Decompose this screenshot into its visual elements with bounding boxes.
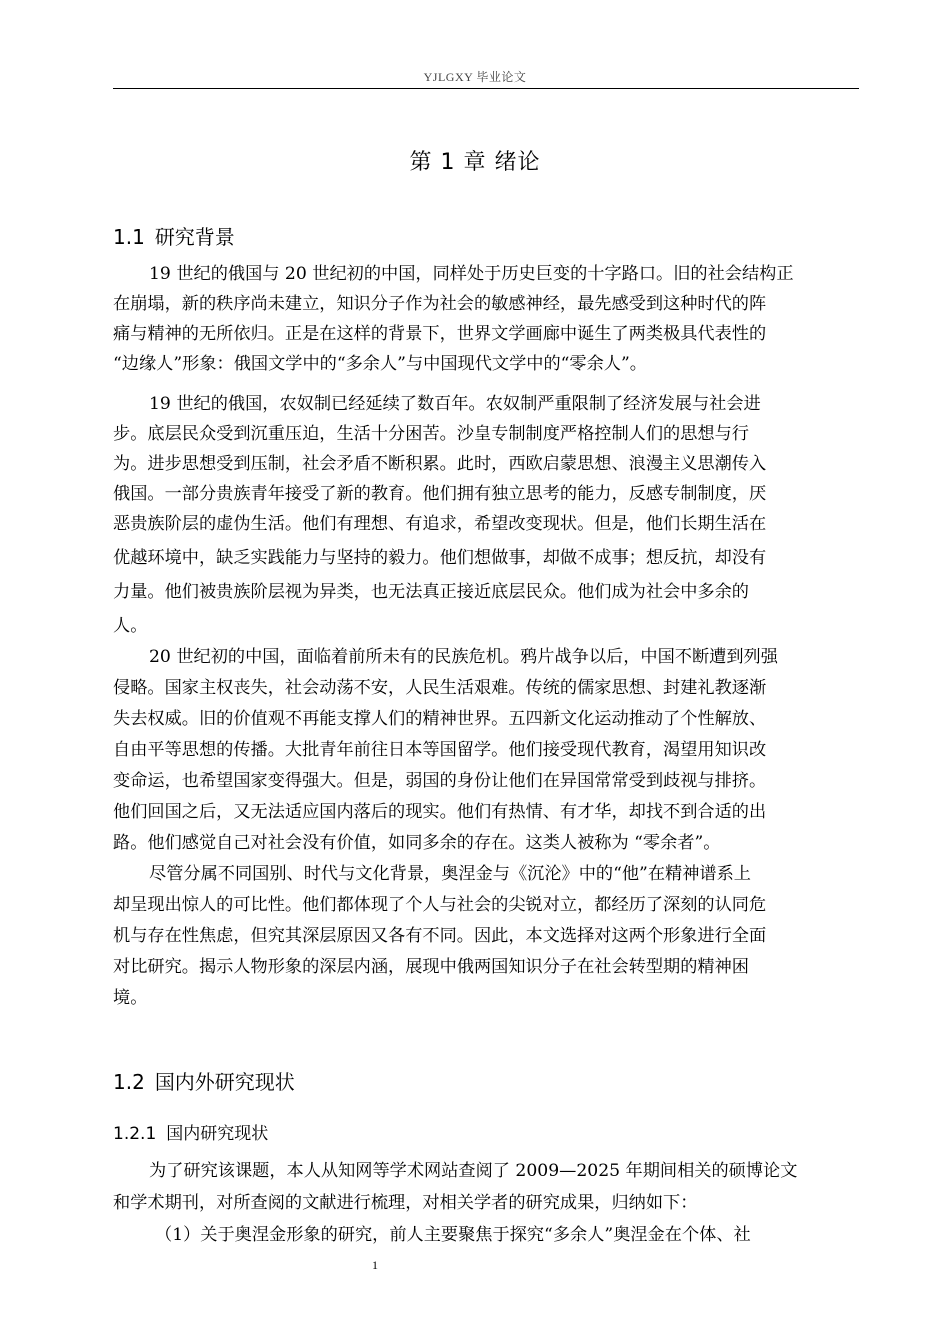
section-heading-1-2 xyxy=(113,1066,295,1095)
paragraph-line: 19 世纪的俄国与 20 世纪初的中国，同样处于历史巨变的十字路口。旧的社会结构正 xyxy=(149,264,794,284)
section-number: 1.2 xyxy=(113,1070,145,1094)
paragraph-line: 对比研究。揭示人物形象的深层内涵，展现中俄两国知识分子在社会转型期的精神困 xyxy=(113,957,749,977)
paragraph-line: 在崩塌，新的秩序尚未建立，知识分子作为社会的敏感神经，最先感受到这种时代的阵 xyxy=(113,294,767,314)
section-title: 研究背景 xyxy=(154,225,235,249)
paragraph-line: “边缘人”形象：俄国文学中的“多余人”与中国现代文学中的“零余人”。 xyxy=(113,354,647,374)
paragraph-line: 自由平等思想的传播。大批青年前往日本等国留学。他们接受现代教育，渴望用知识改 xyxy=(113,740,767,760)
section-title: 国内外研究现状 xyxy=(154,1070,295,1094)
header-rule xyxy=(113,88,859,89)
paragraph-line: 步。底层民众受到沉重压迫，生活十分困苦。沙皇专制制度严格控制人们的思想与行 xyxy=(113,424,749,444)
page-number: 1 xyxy=(372,1258,378,1272)
paragraph-line: （1）关于奥涅金形象的研究，前人主要聚焦于探究“多余人”奥涅金在个体、社 xyxy=(155,1225,751,1245)
paragraph-line: 为。进步思想受到压制，社会矛盾不断积累。此时，西欧启蒙思想、浪漫主义思潮传入 xyxy=(113,454,767,474)
paragraph-line: 20 世纪初的中国，面临着前所未有的民族危机。鸦片战争以后，中国不断遭到列强 xyxy=(149,647,778,667)
paragraph-line: 19 世纪的俄国，农奴制已经延续了数百年。农奴制严重限制了经济发展与社会进 xyxy=(149,394,761,414)
paragraph-line: 却呈现出惊人的可比性。他们都体现了个人与社会的尖锐对立，都经历了深刻的认同危 xyxy=(113,895,767,915)
section-number: 1.1 xyxy=(113,225,145,249)
paragraph-line: 境。 xyxy=(113,988,148,1008)
running-header: YJLGXY 毕业论文 xyxy=(423,70,527,84)
section-number: 1.2.1 xyxy=(113,1124,157,1144)
paragraph-line: 变命运，也希望国家变得强大。但是，弱国的身份让他们在异国常常受到歧视与排挤。 xyxy=(113,771,767,791)
paragraph-line: 机与存在性焦虑，但究其深层原因又各有不同。因此，本文选择对这两个形象进行全面 xyxy=(113,926,767,946)
chapter-title: 第 1 章 绪论 xyxy=(409,150,541,175)
subsection-heading-1-2-1 xyxy=(113,1119,268,1144)
section-title: 国内研究现状 xyxy=(166,1124,269,1144)
paragraph-line: 痛与精神的无所依归。正是在这样的背景下，世界文学画廊中诞生了两类极具代表性的 xyxy=(113,324,767,344)
paragraph-line: 俄国。一部分贵族青年接受了新的教育。他们拥有独立思考的能力，反感专制制度，厌 xyxy=(113,484,767,504)
paragraph-line: 人。 xyxy=(113,616,148,636)
paragraph-line: 恶贵族阶层的虚伪生活。他们有理想、有追求，希望改变现状。但是，他们长期生活在 xyxy=(113,514,767,534)
section-heading-1-1 xyxy=(113,221,235,250)
paragraph-line: 为了研究该课题，本人从知网等学术网站查阅了 2009—2025 年期间相关的硕博论文 xyxy=(149,1161,798,1181)
paragraph-line: 和学术期刊，对所查阅的文献进行梳理，对相关学者的研究成果，归纳如下： xyxy=(113,1193,698,1213)
paragraph-line: 失去权威。旧的价值观不再能支撑人们的精神世界。五四新文化运动推动了个性解放、 xyxy=(113,709,767,729)
paragraph-line: 尽管分属不同国别、时代与文化背景，奥涅金与《沉沦》中的“他”在精神谱系上 xyxy=(149,864,751,884)
paragraph-line: 他们回国之后，又无法适应国内落后的现实。他们有热情、有才华，却找不到合适的出 xyxy=(113,802,767,822)
paragraph-line: 优越环境中，缺乏实践能力与坚持的毅力。他们想做事，却做不成事；想反抗，却没有 xyxy=(113,548,767,568)
paragraph-line: 路。他们感觉自己对社会没有价值，如同多余的存在。这类人被称为 “零余者”。 xyxy=(113,833,721,853)
paragraph-line: 力量。他们被贵族阶层视为异类，也无法真正接近底层民众。他们成为社会中多余的 xyxy=(113,582,749,602)
paragraph-line: 侵略。国家主权丧失，社会动荡不安，人民生活艰难。传统的儒家思想、封建礼教逐渐 xyxy=(113,678,767,698)
